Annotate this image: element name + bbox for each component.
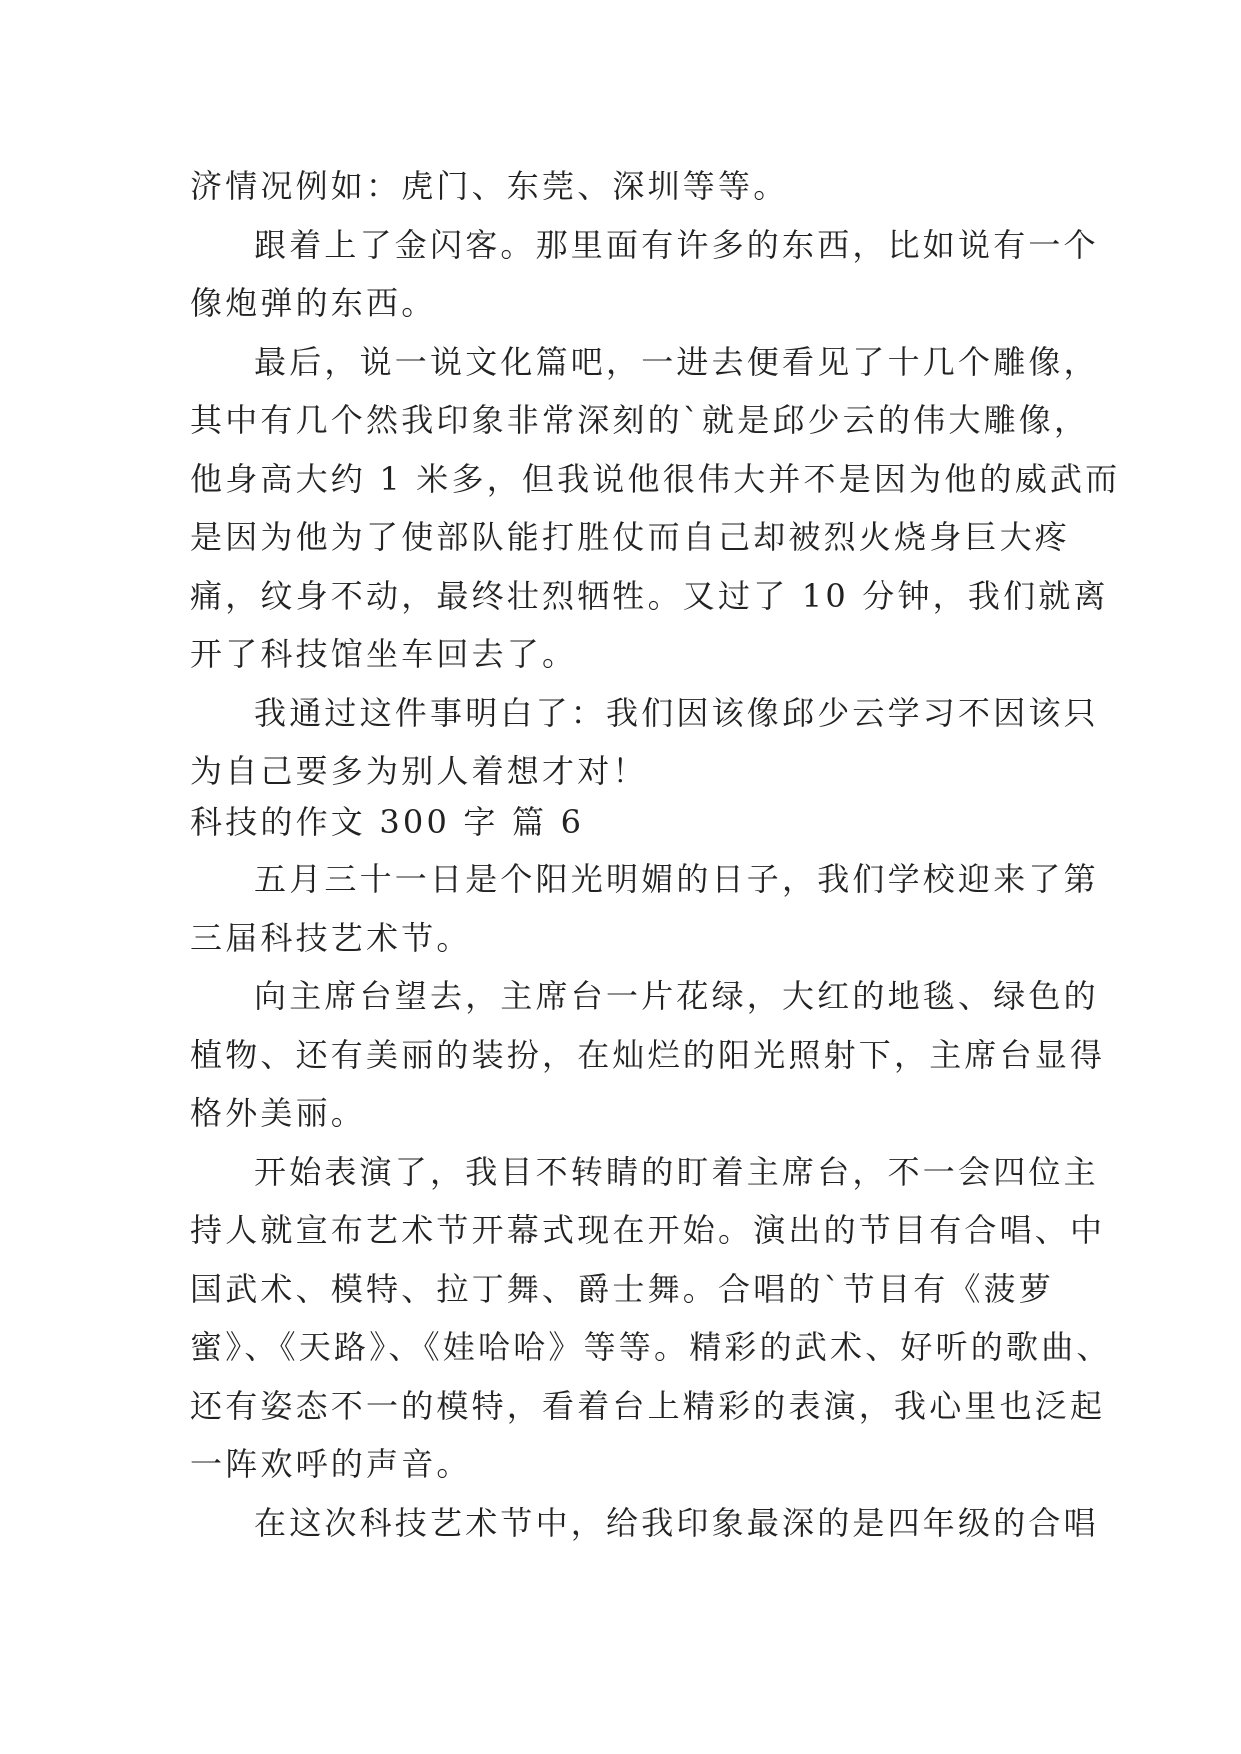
text-line: 还有姿态不一的模特，看着台上精彩的表演，我心里也泛起 bbox=[190, 1387, 1106, 1425]
text-line: 国武术、模特、拉丁舞、爵士舞。合唱的`节目有《菠萝 bbox=[190, 1270, 1055, 1308]
text-line: 植物、还有美丽的装扮，在灿烂的阳光照射下，主席台显得 bbox=[190, 1036, 1106, 1074]
paragraph-start-line: 最后，说一说文化篇吧，一进去便看见了十几个雕像， bbox=[254, 343, 1099, 381]
text-line: 痛，纹身不动，最终壮烈牺牲。又过了 10 分钟，我们就离 bbox=[190, 577, 1109, 615]
paragraph-start-line: 开始表演了，我目不转睛的盯着主席台，不一会四位主 bbox=[254, 1153, 1099, 1191]
text-line: 格外美丽。 bbox=[190, 1094, 367, 1132]
text-line: 济情况例如：虎门、东莞、深圳等等。 bbox=[190, 167, 789, 205]
text-line: 蜜》、《天路》、《娃哈哈》等等。精彩的武术、好听的歌曲、 bbox=[190, 1328, 1112, 1366]
text-line: 他身高大约 1 米多，但我说他很伟大并不是因为他的威武而 bbox=[190, 460, 1121, 498]
text-line: 三届科技艺术节。 bbox=[190, 919, 472, 957]
paragraph-start-line: 跟着上了金闪客。那里面有许多的东西，比如说有一个 bbox=[254, 226, 1099, 264]
paragraph-start-line: 向主席台望去，主席台一片花绿，大红的地毯、绿色的 bbox=[254, 977, 1099, 1015]
text-line: 是因为他为了使部队能打胜仗而自己却被烈火烧身巨大疼 bbox=[190, 518, 1071, 556]
text-line: 像炮弹的东西。 bbox=[190, 284, 437, 322]
text-line: 为自己要多为别人着想才对！ bbox=[190, 752, 648, 790]
text-line: 其中有几个然我印象非常深刻的`就是邱少云的伟大雕像， bbox=[190, 401, 1090, 439]
section-heading: 科技的作文 300 字 篇 6 bbox=[190, 803, 585, 841]
text-line: 一阵欢呼的声音。 bbox=[190, 1445, 472, 1483]
text-line: 持人就宣布艺术节开幕式现在开始。演出的节目有合唱、中 bbox=[190, 1211, 1106, 1249]
text-line: 开了科技馆坐车回去了。 bbox=[190, 635, 578, 673]
paragraph-start-line: 我通过这件事明白了：我们因该像邱少云学习不因该只 bbox=[254, 694, 1099, 732]
paragraph-start-line: 在这次科技艺术节中，给我印象最深的是四年级的合唱 bbox=[254, 1504, 1099, 1542]
paragraph-start-line: 五月三十一日是个阳光明媚的日子，我们学校迎来了第 bbox=[254, 860, 1099, 898]
